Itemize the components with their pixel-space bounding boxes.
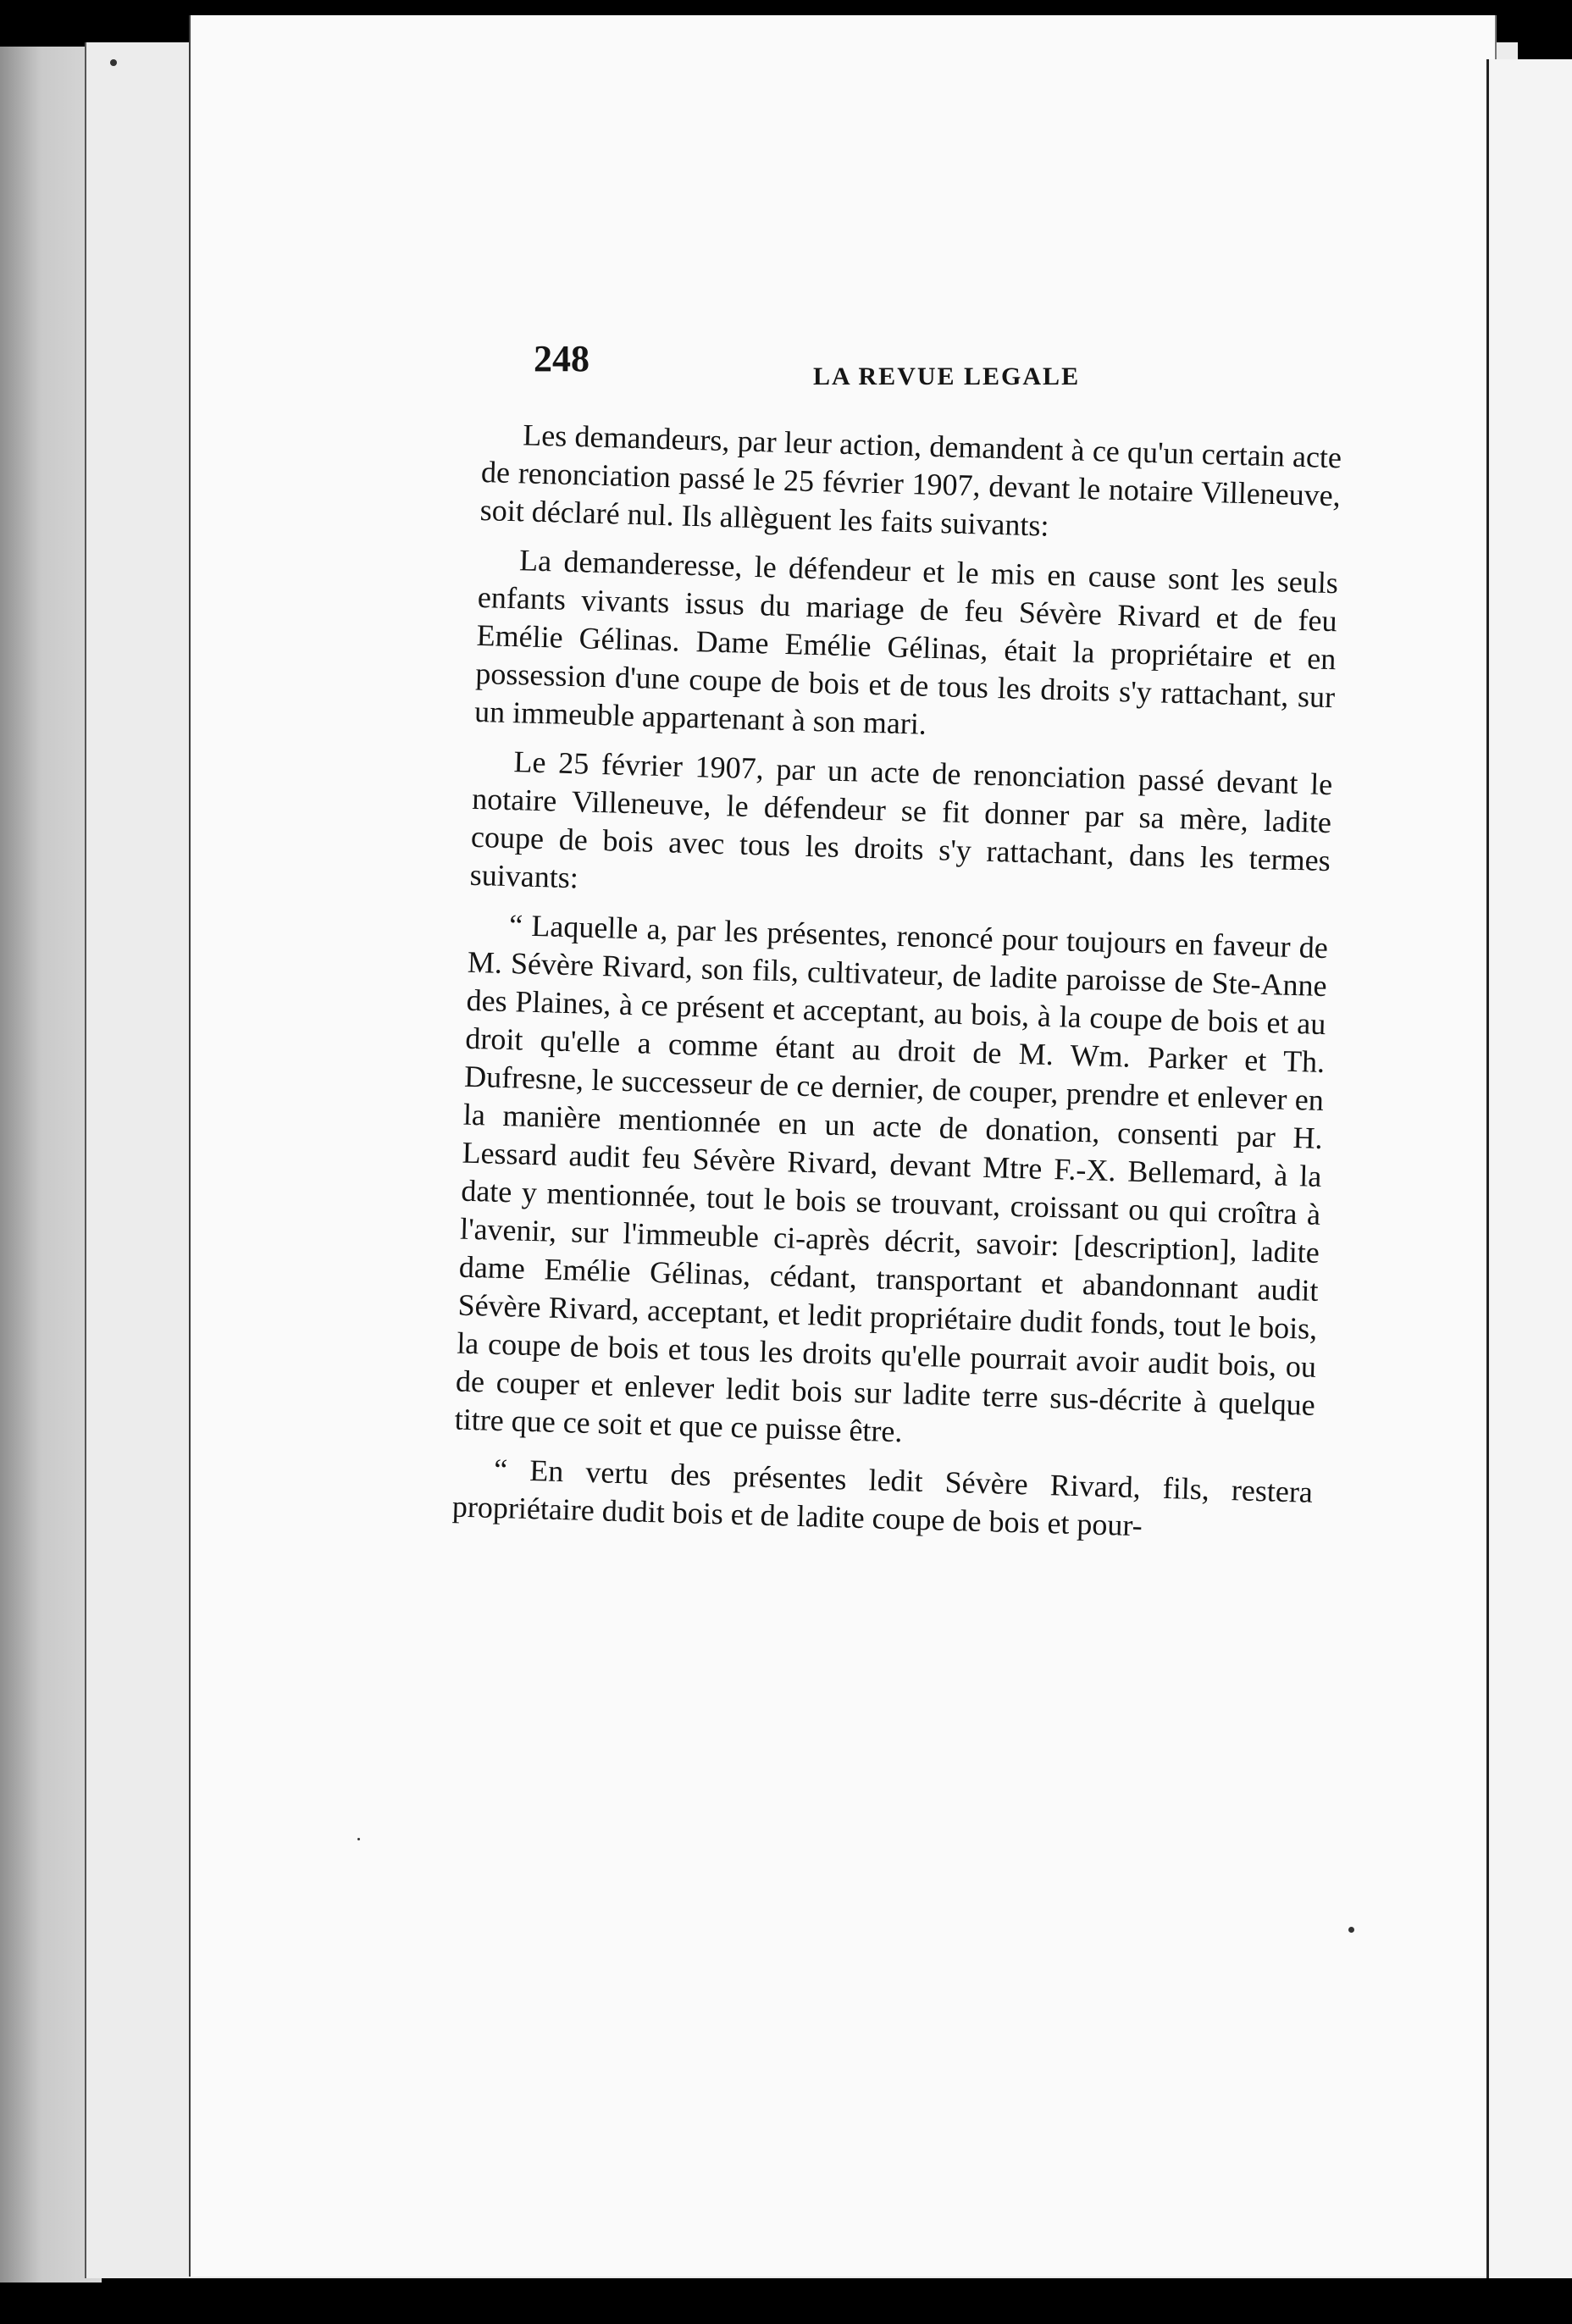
running-head: LA REVUE LEGALE bbox=[813, 362, 1081, 390]
speck bbox=[110, 59, 117, 66]
speck bbox=[1348, 1927, 1354, 1933]
paragraph: La demanderesse, le défendeur et le mis en cause sont les seuls enfants vivants issus du mariage de feu Sévère Rivard et de feu Emélie Gélinas. Dame Emélie Gélinas, était la propriétaire et en possession d'une coupe de bois et de tous les droits s'y rattachant, sur un immeuble appartenant à son mari. bbox=[473, 543, 1339, 741]
paragraph: Le 25 février 1907, par un acte de renonciation passé devant le notaire Villeneuve, le défendeur se fit donner par sa mère, ladite coupe de bois avec tous les droits s'y rattachant, dans les termes suivants: bbox=[469, 744, 1333, 895]
body-text bbox=[451, 415, 1342, 1561]
quoted-paragraph: “ Laquelle a, par les présentes, renoncé pour toujours en faveur de M. Sévère Rivard, son fils, cultivateur, de ladite paroisse de Ste-Anne des Plaines, à ce présent et acceptant, au bois, à la coupe de bois et au droit qu'elle a comme étant au droit de M. Wm. Parker et Th. Dufresne, le successeur de ce dernier, de couper, prendre et enlever en la manière mentionnée en un acte de donation, consenti par H. Lessard audit feu Sévère Rivard, devant Mtre F.-X. Bellemard, à la date y mentionnée, tout le bois se trouvant, croissant ou qui croîtra à l'avenir, sur l'immeuble ci-après décrit, savoir: [description], ladite dame Emélie Gélinas, cédant, transportant et abandonnant audit Sévère Rivard, acceptant, et ledit propriétaire dudit fonds, tout le bois, la coupe de bois et tous les droits qu'elle pourrait avoir audit bois, ou de couper et enlever ledit bois sur ladite terre sus-décrite à quelque titre que ce soit et que ce puisse être. bbox=[454, 908, 1329, 1449]
speck bbox=[357, 1838, 360, 1840]
quoted-paragraph: “ En vertu des présentes ledit Sévère Rivard, fils, restera propriétaire dudit bois et de ladite coupe de bois et pour- bbox=[451, 1452, 1314, 1543]
right-page-edge bbox=[1486, 59, 1572, 2278]
page-header bbox=[534, 337, 1126, 396]
page-number: 248 bbox=[534, 338, 590, 379]
paragraph: Les demandeurs, par leur action, demandent à ce qu'un certain acte de renonciation passé le 25 février 1907, devant le notaire Villeneuve, soit déclaré nul. Ils allèguent les faits suivants: bbox=[479, 418, 1342, 543]
